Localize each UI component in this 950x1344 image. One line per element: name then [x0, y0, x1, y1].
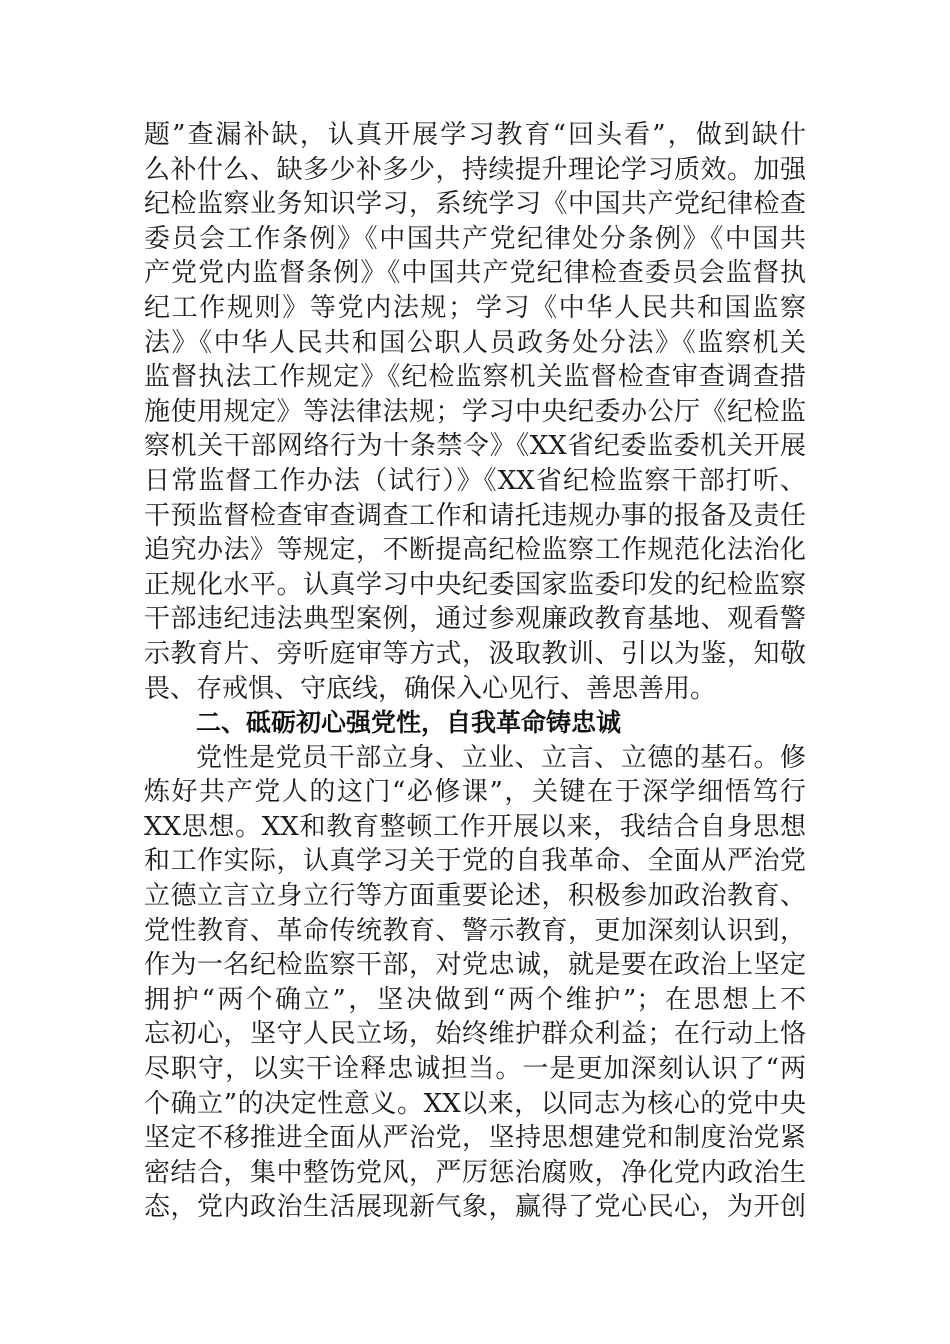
text-line: 示教育片、旁听庭审等方式，汲取教训、引以为鉴，知敬	[144, 638, 806, 669]
text-line: 个确立”的决定性意义。XX以来，以同志为核心的党中央	[144, 1088, 806, 1119]
text-line: 作为一名纪检监察干部，对党忠诚，就是要在政治上坚定	[144, 950, 806, 981]
text-line: 察机关干部网络行为十条禁令》《XX省纪委监委机关开展	[144, 431, 806, 462]
text-line: 纪检监察业务知识学习，系统学习《中国共产党纪律检查	[144, 189, 806, 220]
text-line: 干预监督检查审查调查工作和请托违规办事的报备及责任	[144, 500, 806, 531]
text-line: 炼好共产党人的这门“必修课”，关键在于深学细悟笃行	[144, 777, 806, 808]
text-line: 和工作实际，认真学习关于党的自我革命、全面从严治党	[144, 846, 806, 877]
text-line: 立德立言立身立行等方面重要论述，积极参加政治教育、	[144, 881, 806, 912]
text-line: 拥护“两个确立”，坚决做到“两个维护”；在思想上不	[144, 984, 806, 1015]
text-line: 正规化水平。认真学习中央纪委国家监委印发的纪检监察	[144, 569, 806, 600]
paragraph-2	[144, 741, 806, 1225]
text-line: 畏、存戒惧、守底线，确保入心见行、善思善用。	[144, 673, 717, 704]
text-line: 坚定不移推进全面从严治党，坚持思想建党和制度治党紧	[144, 1123, 806, 1154]
text-line: 党性是党员干部立身、立业、立言、立德的基石。修	[196, 742, 806, 773]
text-line: 题”查漏补缺，认真开展学习教育“回头看”，做到缺什	[144, 120, 806, 150]
document-body	[144, 118, 806, 1225]
text-line: 产党党内监督条例》《中国共产党纪律检查委员会监督执	[144, 258, 806, 289]
text-line: 法》《中华人民共和国公职人员政务处分法》《监察机关	[144, 327, 806, 358]
text-line: XX思想。XX和教育整顿工作开展以来，我结合自身思想	[144, 811, 806, 842]
text-line: 施使用规定》等法律法规；学习中央纪委办公厅《纪检监	[144, 396, 806, 427]
section-heading: 二、砥砺初心强党性，自我革命铸忠诚	[196, 708, 622, 738]
text-line: 尽职守，以实干诠释忠诚担当。一是更加深刻认识了“两	[144, 1054, 806, 1085]
text-line: 追究办法》等规定，不断提高纪检监察工作规范化法治化	[144, 535, 806, 566]
text-line: 忘初心，坚守人民立场，始终维护群众利益；在行动上恪	[144, 1019, 806, 1050]
text-line: 党性教育、革命传统教育、警示教育，更加深刻认识到，	[144, 915, 806, 946]
text-line: 监督执法工作规定》《纪检监察机关监督检查审查调查措	[144, 362, 806, 393]
paragraph-1	[144, 118, 806, 706]
text-line: 密结合，集中整饬党风，严厉惩治腐败，净化党内政治生	[144, 1157, 806, 1188]
text-line: 日常监督工作办法（试行）》《XX省纪检监察干部打听、	[144, 465, 806, 496]
text-line: 委员会工作条例》《中国共产党纪律处分条例》《中国共	[144, 223, 806, 254]
text-line: 么补什么、缺多少补多少，持续提升理论学习质效。加强	[144, 154, 806, 185]
text-line: 纪工作规则》等党内法规；学习《中华人民共和国监察	[144, 292, 806, 323]
text-line: 态，党内政治生活展现新气象，赢得了党心民心，为开创	[144, 1192, 806, 1223]
text-line: 干部违纪违法典型案例，通过参观廉政教育基地、观看警	[144, 604, 806, 635]
